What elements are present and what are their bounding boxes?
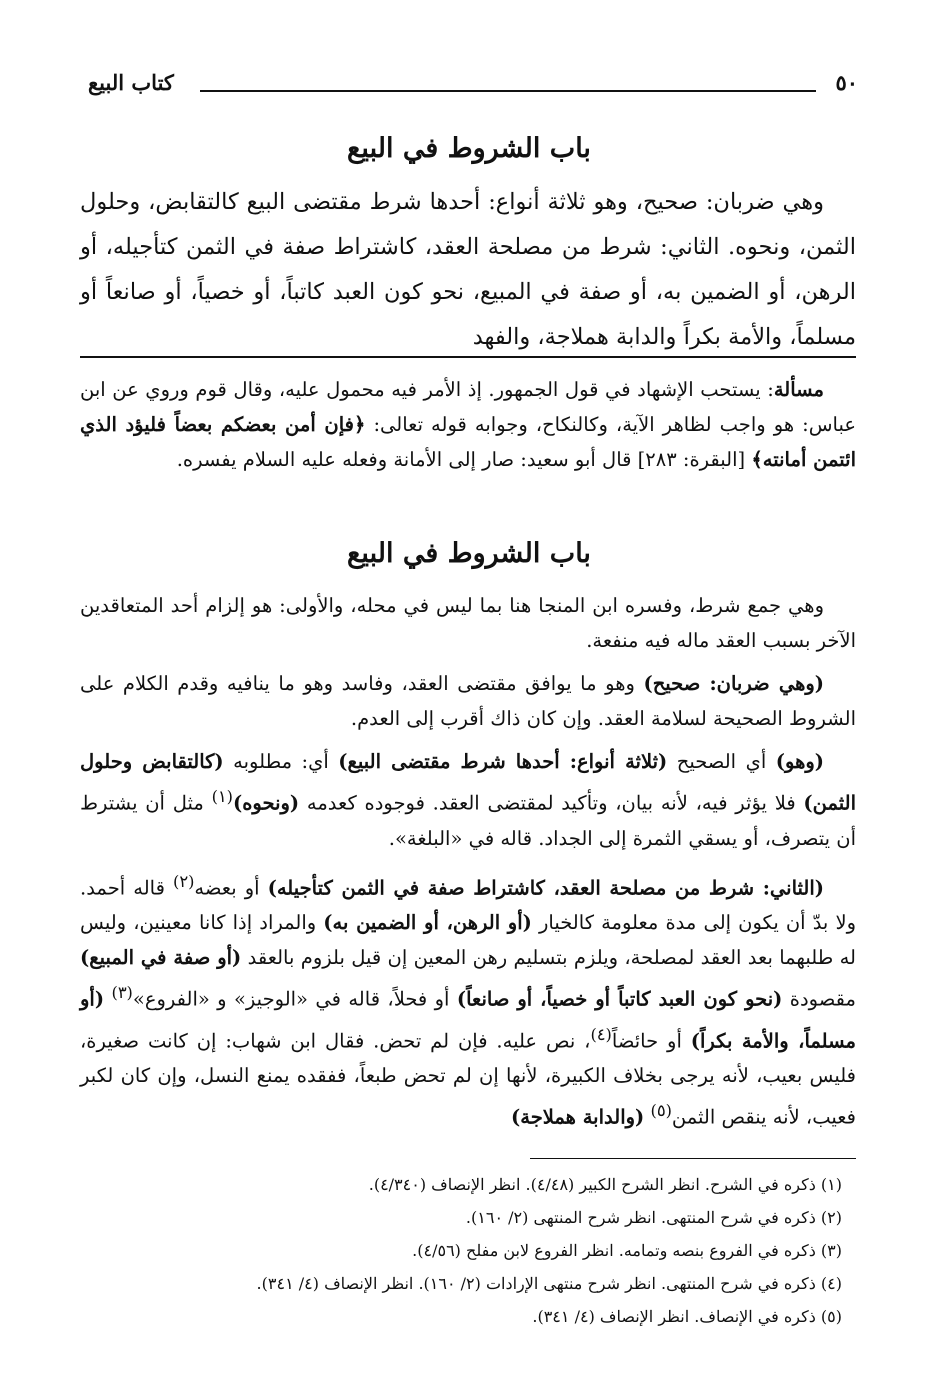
book-title: كتاب البيع [88, 70, 174, 95]
section-title-commentary: باب الشروط في البيع [347, 538, 591, 569]
matn-paragraph: وهي ضربان: صحيح، وهو ثلاثة أنواع: أحدها شرط مقتضى البيع كالتقابض، وحلول الثمن، ونحوه. الثاني: شرط من مصلحة العقد، كاشتراط صفة في الثمن كتأجيله، أو الرهن، أو الضمين به، أو صفة في المبيع، نحو كون العبد كاتباً، أو خصياً، أو صانعاً أو مسلماً، والأمة بكراً والدابة هملاجة، والفهد [80, 189, 856, 350]
footnote: (١) ذكره في الشرح. انظر الشرح الكبير (٤/٤٨). انظر الإنصاف (٤/٣٤٠). [368, 1175, 842, 1194]
footnotes [80, 1168, 856, 1333]
commentary-block [80, 588, 856, 1135]
footnote: (٥) ذكره في الإنصاف. انظر الإنصاف (٤/ ٣٤١). [532, 1307, 842, 1326]
footnote: (٣) ذكره في الفروع بنصه وتمامه. انظر الفروع لابن مفلح (٤/٥٦). [412, 1241, 842, 1260]
footnote: (٤) ذكره في شرح المنتهى. انظر شرح منتهى الإرادات (٢/ ١٦٠). انظر الإنصاف (٤/ ٣٤١). [256, 1274, 842, 1293]
footnote-ref: (١) [211, 787, 233, 806]
section-title-matn: باب الشروط في البيع [347, 133, 591, 164]
footnote-rule [530, 1158, 856, 1159]
masala-block [80, 372, 856, 477]
footnote: (٢) ذكره في شرح المنتهى. انظر شرح المنتهى (٢/ ١٦٠). [465, 1208, 842, 1227]
masala-paragraph: مسألة: يستحب الإشهاد في قول الجمهور. إذ الأمر فيه محمول عليه، وقال قوم وروي عن ابن عباس: هو واجب لظاهر الآية، وكالنكاح، وجوابه قوله تعالى: ﴿فإن أمن بعضكم بعضاً فليؤد الذي ائتمن أمانته﴾ [البقرة: ٢٨٣] قال أبو سعيد: صار إلى الأمانة وفعله عليه السلام يفسره. [80, 378, 856, 471]
commentary-paragraph: (الثاني: شرط من مصلحة العقد، كاشتراط صفة في الثمن كتأجيله) أو بعضه$^{(٢)}$ قاله أحمد. ولا بدّ أن يكون إلى مدة معلومة كالخيار (أو الرهن، أو الضمين به) والمراد إذا كانا معينين، وليس له طلبهما بعد العقد لمصلحة، ويلزم بتسليم رهن المعين إن قيل بلزوم بالعقد (أو صفة في المبيع) مقصودة (نحو كون العبد كاتباً أو خصياً، أو صانعاً) أو فحلاً، قاله في «الوجيز» و «الفروع»$^{(٣)}$ (أو مسلماً، والأمة بكراً) أو حائضاً$^{(٤)}$، نص عليه. فإن لم تحض. فقال ابن شهاب: إن كانت صغيرة، فليس بعيب، لأنه يرجى بخلاف الكبيرة، لأنها إن لم تحض طبعاً، ففقده يمنع النسل، وإن كان لكبر فعيب، لأنه ينقص الثمن$^{(٥)}$ (والدابة هملاجة) [80, 871, 856, 1129]
footnote-ref: (٤) [590, 1024, 612, 1044]
matn-divider [80, 356, 856, 358]
footnote-ref: (٣) [111, 983, 133, 1002]
page-number: ٥٠ [835, 70, 858, 95]
running-header [88, 70, 858, 104]
commentary-paragraph: (وهي ضربان: صحيح) وهو ما يوافق مقتضى العقد، وفاسد وهو ما ينافيه وقدم الكلام على الشروط الصحيحة لسلامة العقد. وإن كان ذاك أقرب إلى العدم. [80, 672, 856, 730]
footnote-ref: (٢) [173, 871, 195, 891]
commentary-paragraph: وهي جمع شرط، وفسره ابن المنجا هنا بما ليس في محله، والأولى: هو إلزام أحد المتعاقدين الآخر بسبب العقد ماله فيه منفعة. [80, 594, 856, 652]
quran-verse: ﴿فإن أمن بعضكم بعضاً فليؤد الذي ائتمن أمانته﴾ [80, 413, 856, 471]
masala-label: مسألة [773, 378, 824, 401]
footnote-ref: (٥) [650, 1101, 672, 1120]
commentary-paragraph: (وهو) أي الصحيح (ثلاثة أنواع: أحدها شرط مقتضى البيع) أي: مطلوبه (كالتقابض وحلول الثمن) فلا يؤثر فيه، لأنه بيان، وتأكيد لمقتضى العقد. فوجوده كعدمه (ونحوه)$^{(١)}$ مثل أن يشترط أن يتصرف، أو يسقي الثمرة إلى الجداد. قاله في «البلغة». [80, 750, 857, 850]
matn-text [80, 180, 856, 360]
header-rule [200, 90, 816, 92]
